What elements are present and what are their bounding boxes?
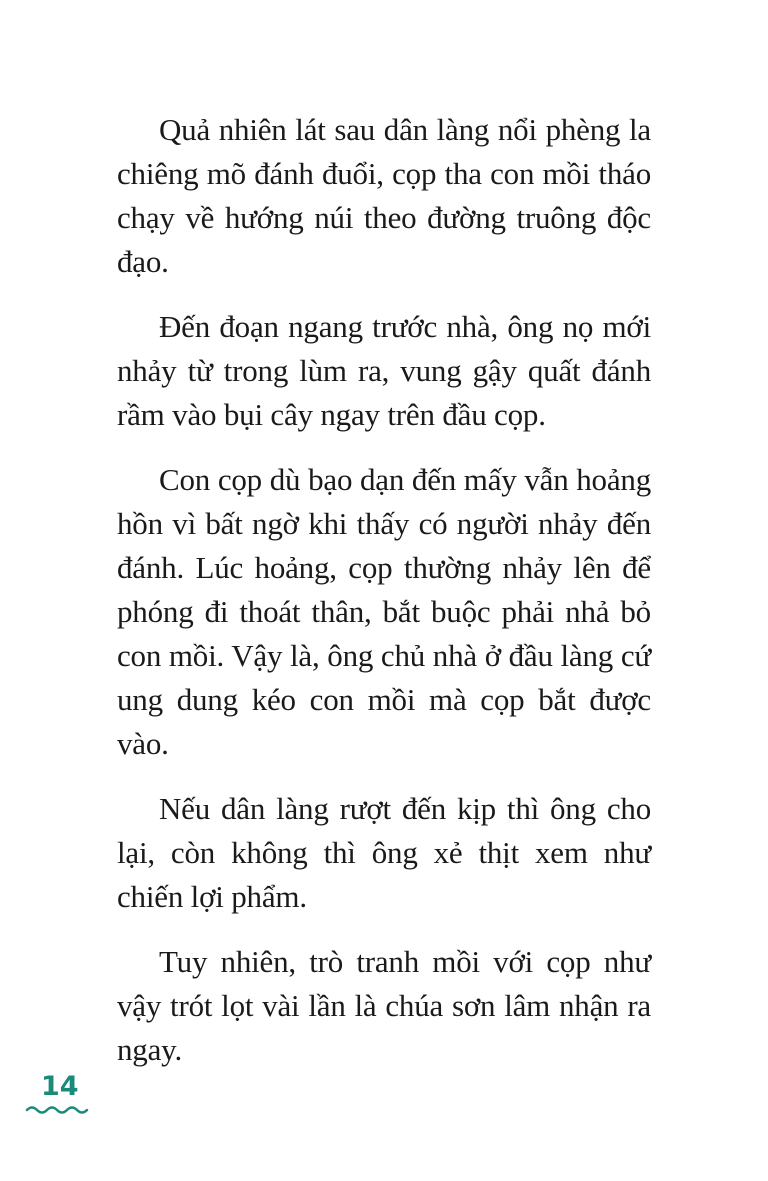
page-body bbox=[117, 108, 651, 1093]
paragraph-4: Nếu dân làng rượt đến kịp thì ông cho lại, còn không thì ông xẻ thịt xem như chiến lợi phẩm. bbox=[117, 791, 651, 914]
page-number: 14 bbox=[41, 1071, 79, 1102]
wave-decoration-icon bbox=[25, 1104, 91, 1114]
paragraph-1: Quả nhiên lát sau dân làng nổi phèng la chiêng mõ đánh đuổi, cọp tha con mồi tháo chạy về hướng núi theo đường truông độc đạo. bbox=[117, 112, 651, 279]
paragraph-5: Tuy nhiên, trò tranh mồi với cọp như vậy trót lọt vài lần là chúa sơn lâm nhận ra ngay. bbox=[117, 944, 651, 1067]
wave-line bbox=[27, 1108, 87, 1113]
paragraph-2: Đến đoạn ngang trước nhà, ông nọ mới nhảy từ trong lùm ra, vung gậy quất đánh rầm vào bụi cây ngay trên đầu cọp. bbox=[117, 309, 651, 432]
paragraph-3: Con cọp dù bạo dạn đến mấy vẫn hoảng hồn vì bất ngờ khi thấy có người nhảy đến đánh. Lúc hoảng, cọp thường nhảy lên để phóng đi thoát thân, bắt buộc phải nhả bỏ con mồi. Vậy là, ông chủ nhà ở đầu làng cứ ung dung kéo con mồi mà cọp bắt được vào. bbox=[117, 462, 651, 761]
